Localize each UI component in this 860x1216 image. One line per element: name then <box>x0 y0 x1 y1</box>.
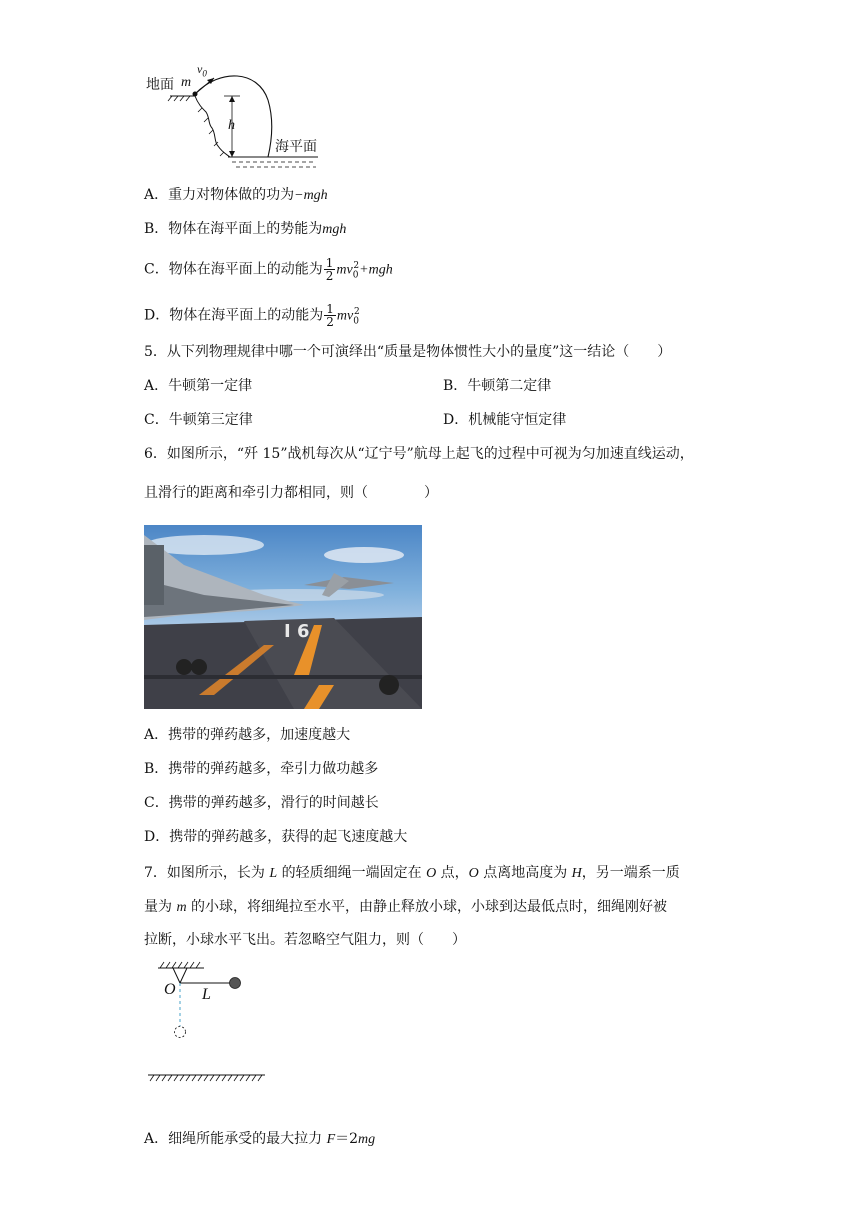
q4-option-a: A．重力对物体做的功为−mgh <box>144 187 328 203</box>
mass-label: m <box>181 75 192 90</box>
q5-stem: 5．从下列物理规律中哪一个可演绎出“质量是物体惯性大小的量度”这一结论（ ） <box>144 344 672 360</box>
q6-option-c: C．携带的弹药越多，滑行的时间越长 <box>144 795 379 811</box>
q5-option-c: C．牛顿第三定律 <box>144 412 253 428</box>
pendulum-figure <box>140 958 280 1088</box>
q5-option-d: D．机械能守恒定律 <box>443 412 567 428</box>
q6-option-d: D．携带的弹药越多，获得的起飞速度越大 <box>144 829 408 845</box>
q4-option-b: B．物体在海平面上的势能为mgh <box>144 221 347 237</box>
q6-stem-line2: 且滑行的距离和牵引力都相同，则（ ） <box>144 485 438 501</box>
q4-option-d: D．物体在海平面上的动能为 $\frac{1}{2}$ $mv_0^2$ <box>144 302 360 330</box>
q5-option-b: B．牛顿第二定律 <box>443 378 552 394</box>
q5-option-a: A．牛顿第一定律 <box>144 378 253 394</box>
fraction-one-half: $\frac{1}{2}$ <box>326 302 334 330</box>
carrier-jet-photo-drawing <box>144 525 422 709</box>
svg-text:I 6: I 6 <box>284 621 310 642</box>
q6-stem-line1: 6．如图所示，“歼 15”战机每次从“辽宁号”航母上起飞的过程中可视为匀加速直线运动， <box>144 446 694 462</box>
fraction-one-half: $\frac{1}{2}$ <box>325 256 334 284</box>
q7-stem-line1: 7．如图所示，长为 L 的轻质细绳一端固定在 O 点，O 点离地高度为 H，另一端系一质 <box>144 865 680 881</box>
q7-option-a: A．细绳所能承受的最大拉力 F＝2mg <box>144 1131 376 1147</box>
sea-level-label: 海平面 <box>275 139 317 155</box>
q6-option-a: A．携带的弹药越多，加速度越大 <box>144 727 351 743</box>
length-l-label: L <box>202 986 211 1003</box>
q6-option-b: B．携带的弹药越多，牵引力做功越多 <box>144 761 379 777</box>
ground-label: 地面 <box>146 77 174 93</box>
v0-label: $v_0$ <box>197 62 207 79</box>
pivot-o-label: O <box>164 981 176 998</box>
q7-stem-line2: 量为 m 的小球，将细绳拉至水平，由静止释放小球，小球到达最低点时，细绳刚好被 <box>144 899 668 915</box>
q7-stem-line3: 拉断，小球水平飞出。若忽略空气阻力，则（ ） <box>144 932 466 948</box>
carrier-jet-photo <box>144 525 422 709</box>
h-label: h <box>228 118 235 133</box>
q4-option-c: C．物体在海平面上的动能为 $\frac{1}{2}$ $mv_0^2+mgh$ <box>144 256 393 284</box>
